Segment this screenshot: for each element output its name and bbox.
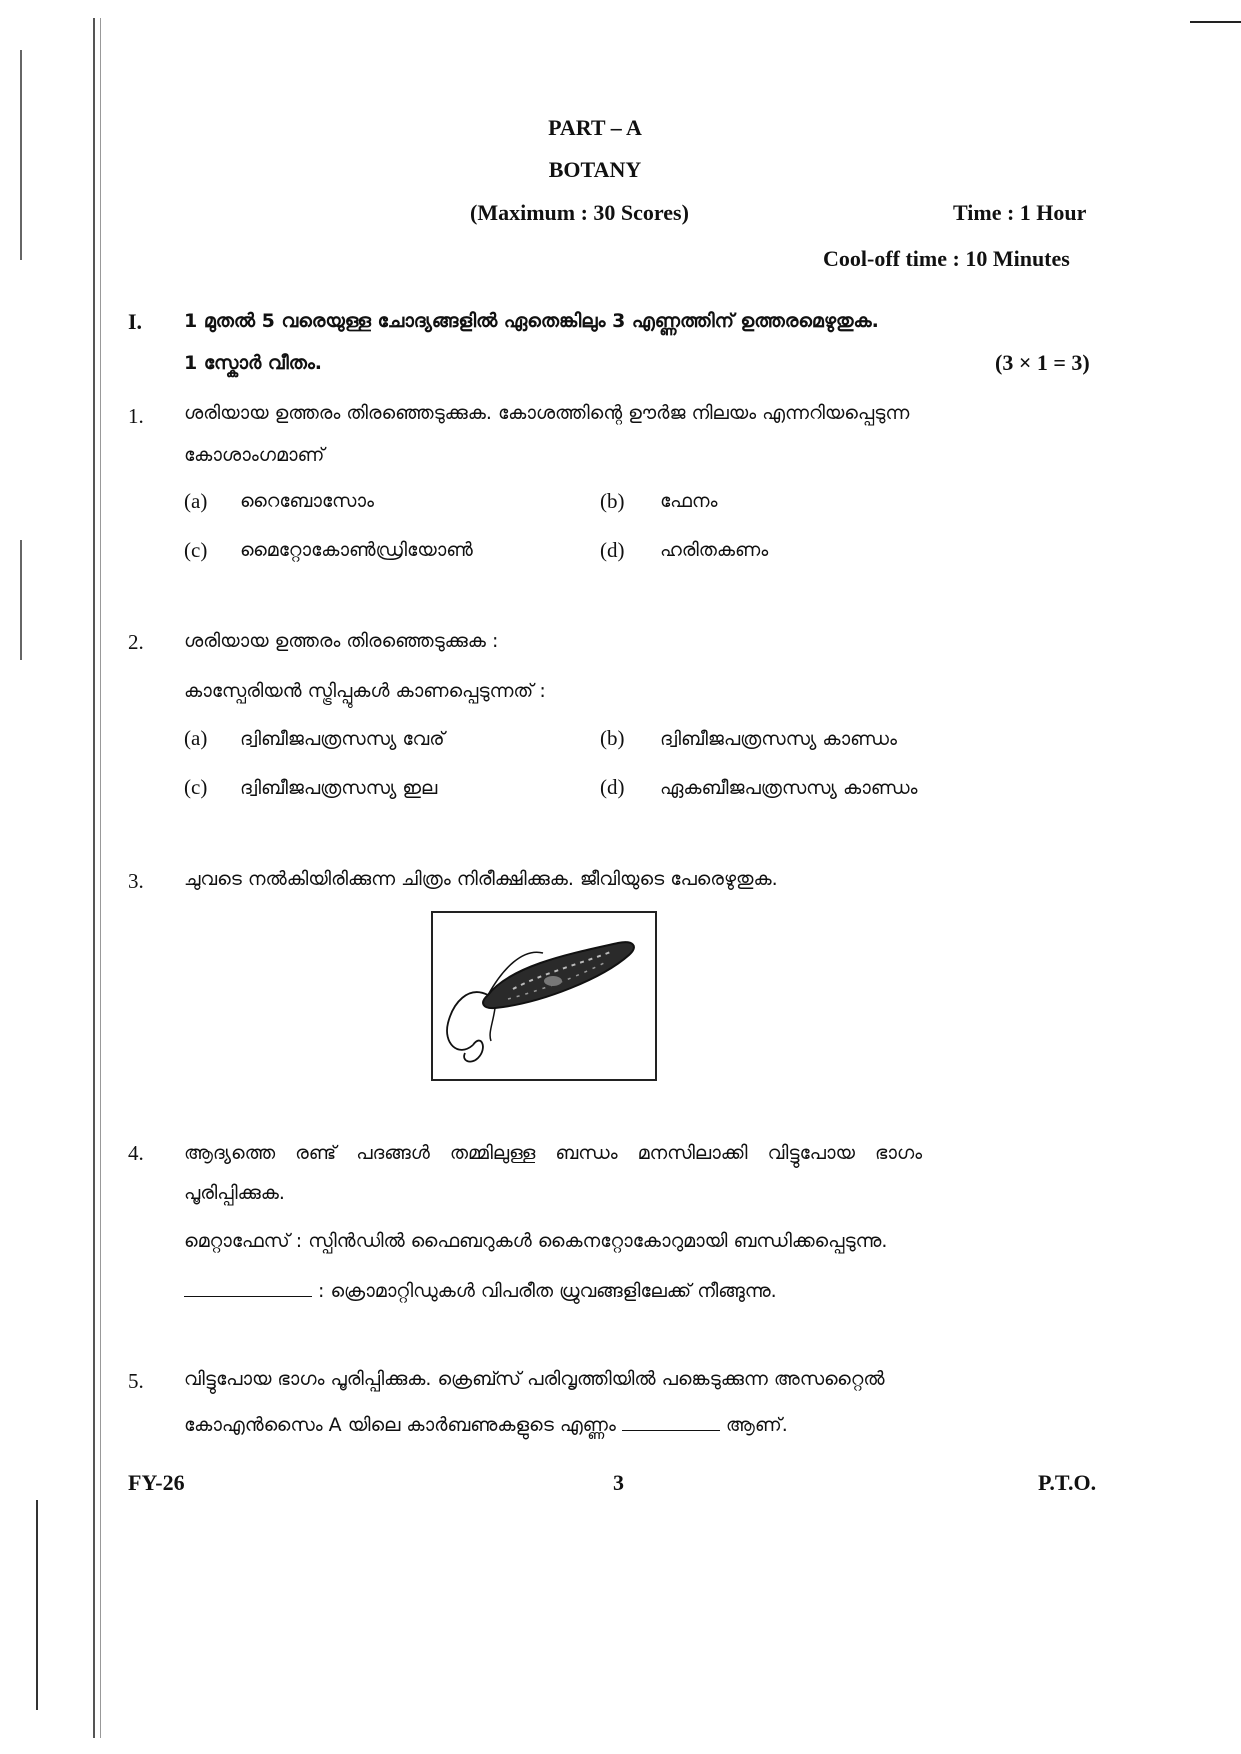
section-roman: I. <box>128 309 143 334</box>
euglena-illustration <box>433 913 655 1079</box>
question-number: 4. <box>128 1141 144 1165</box>
option-text: ദ്വിബീജപത്രസസ്യ ഇല <box>240 777 438 799</box>
question-number: 3. <box>128 869 144 893</box>
section-instruction-score: 1 സ്കോർ വീതം. <box>184 352 322 374</box>
section-instruction: 1 മുതൽ 5 വരെയുള്ള ചോദ്യങ്ങളിൽ ഏതെങ്കിലും 3 എണ്ണത്തിന് ഉത്തരമെഴുതുക. <box>184 310 879 332</box>
option-text: ദ്വിബീജപത്രസസ്യ കാണ്ഡം <box>660 728 897 750</box>
question-text: ആണ്. <box>725 1414 788 1436</box>
question-text: മെറ്റാഫേസ് : സ്പിൻഡിൽ ഫൈബറുകൾ കൈനറ്റോകോറുമായി ബന്ധിക്കപ്പെടുന്നു. <box>184 1230 888 1252</box>
pto-label: P.T.O. <box>1038 1470 1097 1495</box>
question-text: പൂരിപ്പിക്കുക. <box>184 1182 285 1204</box>
option-label: (a) <box>184 726 208 750</box>
question-text: ചുവടെ നൽകിയിരിക്കുന്ന ചിത്രം നിരീക്ഷിക്കുക. ജീവിയുടെ പേരെഴുതുക. <box>184 868 778 890</box>
option-text: റൈബോസോം <box>240 490 374 512</box>
margin-mark <box>36 1500 38 1710</box>
option-label: (c) <box>184 538 208 562</box>
option-text: ഏകബീജപത്രസസ്യ കാണ്ഡം <box>660 777 918 799</box>
question-number: 5. <box>128 1369 144 1393</box>
question-text: ശരിയായ ഉത്തരം തിരഞ്ഞെടുക്കുക. കോശത്തിന്റെ ഊർജ നിലയം എന്നറിയപ്പെടുന്ന <box>184 402 910 424</box>
organism-figure <box>431 911 657 1081</box>
time-limit: Time : 1 Hour <box>953 200 1087 225</box>
option-text: ഹരിതകണം <box>660 539 769 561</box>
option-text: ദ്വിബീജപത്രസസ്യ വേര് <box>240 728 445 750</box>
answer-blank[interactable] <box>184 1278 312 1297</box>
corner-mark <box>1190 21 1241 23</box>
margin-mark <box>20 50 22 260</box>
option-label: (d) <box>600 775 625 799</box>
margin-mark <box>20 540 22 660</box>
question-text: ശരിയായ ഉത്തരം തിരഞ്ഞെടുക്കുക : <box>184 630 499 652</box>
binding-line-right <box>100 18 101 1738</box>
question-blank-line <box>184 1278 777 1302</box>
subject-title: BOTANY <box>548 157 642 182</box>
option-label: (c) <box>184 775 208 799</box>
option-label: (d) <box>600 538 625 562</box>
question-text: കോഎൻസൈം A യിലെ കാർബണുകളുടെ എണ്ണം <box>184 1414 616 1436</box>
question-text: ആദ്യത്തെ രണ്ട് പദങ്ങൾ തമ്മിലുള്ള ബന്ധം മനസിലാക്കി വിട്ടുപോയ ഭാഗം <box>184 1142 923 1164</box>
question-text: കോശാംഗമാണ് <box>184 444 325 466</box>
question-number: 1. <box>128 404 144 428</box>
option-label: (b) <box>600 489 625 513</box>
answer-blank[interactable] <box>622 1412 720 1431</box>
option-label: (a) <box>184 489 208 513</box>
option-label: (b) <box>600 726 625 750</box>
question-number: 2. <box>128 630 144 654</box>
question-text: വിട്ടുപോയ ഭാഗം പൂരിപ്പിക്കുക. ക്രെബ്സ് പരിവൃത്തിയിൽ പങ്കെടുക്കുന്ന അസറ്റൈൽ <box>184 1368 885 1390</box>
page-number: 3 <box>613 1470 624 1495</box>
part-title: PART – A <box>548 115 642 140</box>
option-text: മൈറ്റോകോൺഡ്രിയോൺ <box>240 539 473 561</box>
max-scores: (Maximum : 30 Scores) <box>470 200 689 225</box>
paper-code: FY-26 <box>128 1470 185 1495</box>
question-text: കാസ്പേരിയൻ സ്ട്രിപ്പുകൾ കാണപ്പെടുന്നത് : <box>184 680 546 702</box>
question-text: : ക്രൊമാറ്റിഡുകൾ വിപരീത ധ്രുവങ്ങളിലേക്ക് നീങ്ങുന്നു. <box>318 1280 777 1302</box>
binding-line-left <box>93 18 95 1738</box>
cool-off-time: Cool-off time : 10 Minutes <box>823 246 1070 271</box>
score-formula: (3 × 1 = 3) <box>995 350 1090 375</box>
option-text: ഫേനം <box>660 490 718 512</box>
question-text-line <box>184 1412 788 1436</box>
